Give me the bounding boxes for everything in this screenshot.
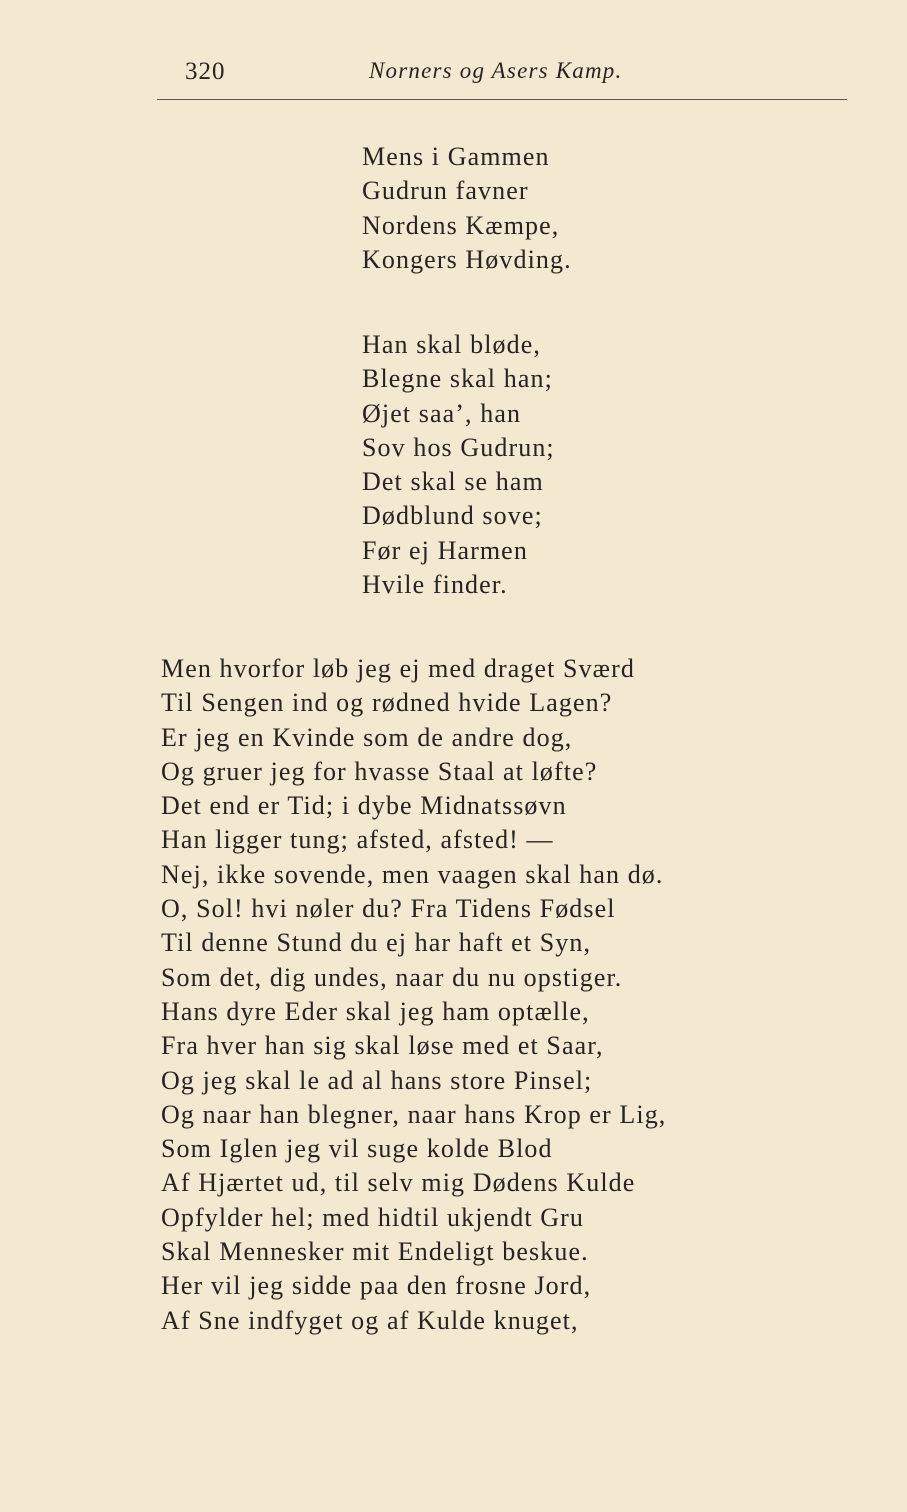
stanza-line: Han skal bløde, <box>362 330 541 359</box>
stanza-line: Dødblund sove; <box>362 501 543 531</box>
stanza-line: Kongers Høvding. <box>362 244 572 274</box>
verse-line: Og naar han blegner, naar hans Krop er Lig, <box>161 1099 667 1129</box>
blank-verse-passage <box>161 652 666 1338</box>
stanza-line: Gudrun favner <box>362 176 529 206</box>
stanza-line: Blegne skal han; <box>362 364 553 394</box>
verse-line: Som Iglen jeg vil suge kolde Blod <box>161 1134 553 1164</box>
verse-line: Er jeg en Kvinde som de andre dog, <box>161 722 573 752</box>
stanza-line: Hvile finder. <box>362 570 508 600</box>
running-title: Norners og Asers Kamp. <box>369 58 623 83</box>
stanza-line: Nordens Kæmpe, <box>362 210 560 240</box>
verse-line: Og jeg skal le ad al hans store Pinsel; <box>161 1065 593 1095</box>
verse-line: Opfylder hel; med hidtil ukjendt Gru <box>161 1202 585 1232</box>
verse-line: Som det, dig undes, naar du nu opstiger. <box>161 962 623 992</box>
stanza-2 <box>362 328 555 602</box>
verse-line: Men hvorfor løb jeg ej med draget Sværd <box>161 654 635 683</box>
verse-line: Til denne Stund du ej har haft et Syn, <box>161 928 592 958</box>
verse-line: Og gruer jeg for hvasse Staal at løfte? <box>161 756 598 786</box>
stanza-line: Sov hos Gudrun; <box>362 432 555 462</box>
verse-line: Skal Mennesker mit Endeligt beskue. <box>161 1237 589 1267</box>
page-number: 320 <box>185 58 226 85</box>
stanza-1 <box>362 140 572 277</box>
verse-line: O, Sol! hvi nøler du? Fra Tidens Fødsel <box>161 894 616 924</box>
verse-line: Nej, ikke sovende, men vaagen skal han dø. <box>161 859 664 889</box>
stanza-line: Det skal se ham <box>362 467 544 497</box>
verse-line: Hans dyre Eder skal jeg ham optælle, <box>161 996 590 1026</box>
stanza-line: Før ej Harmen <box>362 535 528 565</box>
stanza-line: Mens i Gammen <box>362 142 550 171</box>
verse-line: Det end er Tid; i dybe Midnatssøvn <box>161 791 567 821</box>
verse-line: Fra hver han sig skal løse med et Saar, <box>161 1031 604 1061</box>
running-head <box>157 58 757 92</box>
verse-line: Af Sne indfyget og af Kulde knuget, <box>161 1305 579 1335</box>
verse-line: Her vil jeg sidde paa den frosne Jord, <box>161 1271 592 1301</box>
verse-line: Af Hjærtet ud, til selv mig Dødens Kulde <box>161 1168 636 1198</box>
verse-line: Han ligger tung; afsted, afsted! — <box>161 825 554 855</box>
verse-line: Til Sengen ind og rødned hvide Lagen? <box>161 688 613 718</box>
stanza-line: Øjet saa’, han <box>362 398 522 428</box>
header-rule <box>157 99 847 100</box>
